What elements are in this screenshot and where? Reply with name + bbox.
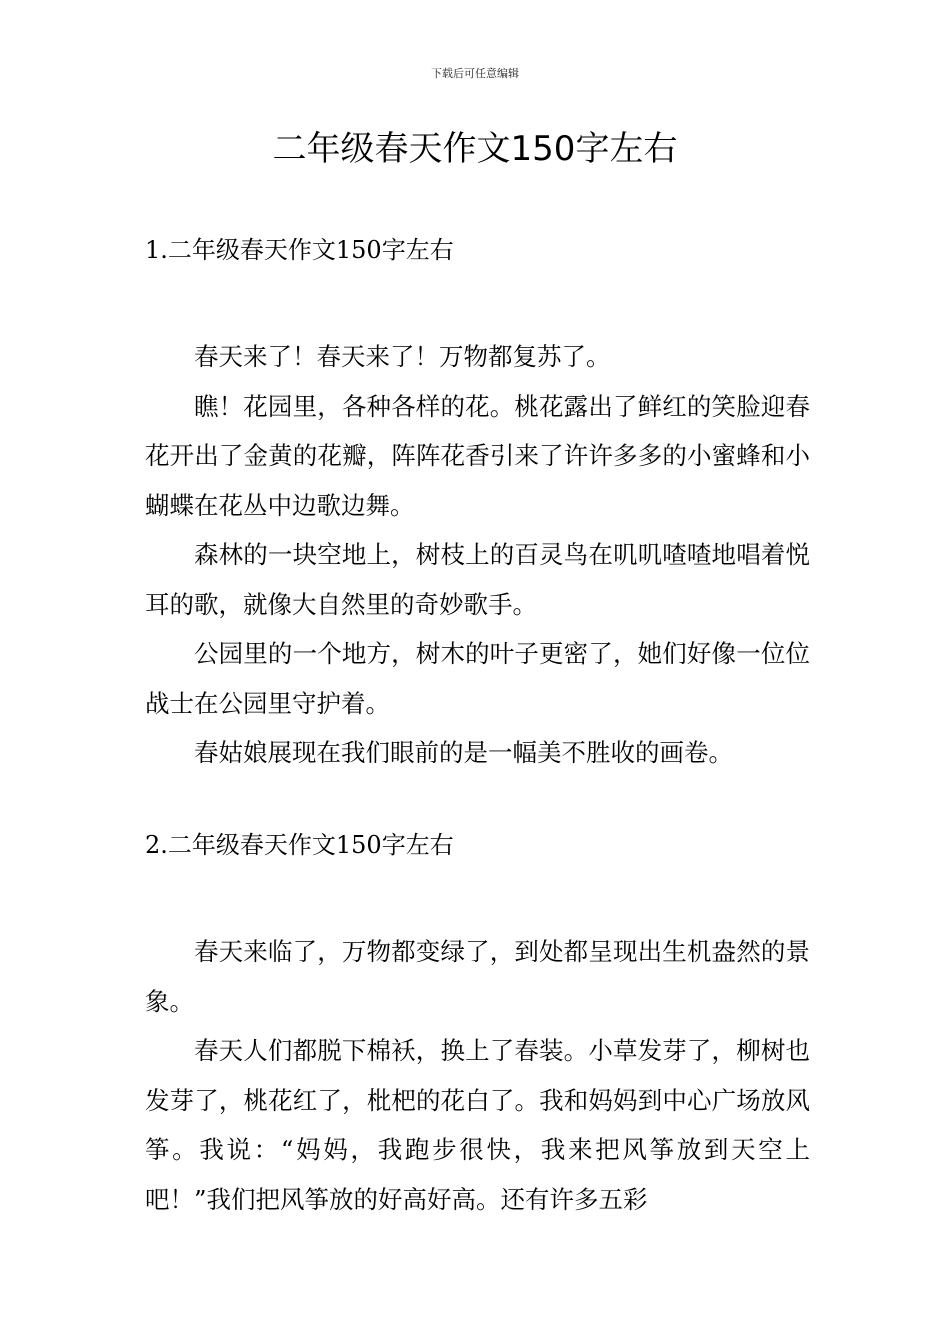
paragraph: 春天来了！春天来了！万物都复苏了。 [194, 342, 611, 371]
section-2 [145, 829, 810, 1224]
document-title: 二年级春天作文150字左右 [272, 129, 678, 169]
paragraph: 春天来临了，万物都变绿了，到处都呈现出生机盎然的景象。 [145, 937, 810, 1016]
section-heading: 2.二年级春天作文150字左右 [145, 831, 454, 859]
header-note: 下载后可任意编辑 [431, 67, 519, 80]
paragraph: 瞧！花园里，各种各样的花。桃花露出了鲜红的笑脸迎春花开出了金黄的花瓣，阵阵花香引来了许许多多的小蜜蜂和小蝴蝶在花丛中边歌边舞。 [145, 391, 810, 520]
section-1 [145, 234, 810, 778]
paragraph: 森林的一块空地上，树枝上的百灵鸟在叽叽喳喳地唱着悦耳的歌，就像大自然里的奇妙歌手。 [145, 540, 810, 619]
section-body [145, 332, 810, 778]
section-body [145, 927, 810, 1224]
paragraph: 春姑娘展现在我们眼前的是一幅美不胜收的画卷。 [194, 738, 733, 767]
section-heading: 1.二年级春天作文150字左右 [145, 236, 454, 264]
paragraph: 春天人们都脱下棉袄，换上了春装。小草发芽了，柳树也发芽了，桃花红了，枇杷的花白了。我和妈妈到中心广场放风筝。我说：“妈妈，我跑步很快，我来把风筝放到天空上吧！”我们把风筝放的好高好高。还有许多五彩 [145, 1036, 810, 1214]
paragraph: 公园里的一个地方，树木的叶子更密了，她们好像一位位战士在公园里守护着。 [145, 639, 810, 718]
